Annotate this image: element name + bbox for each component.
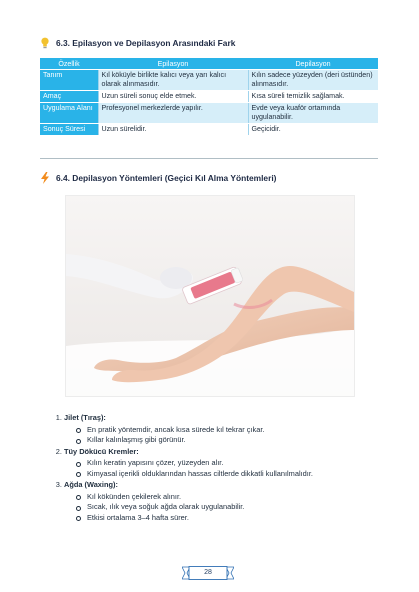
list-item: Kıllar kalınlaşmış gibi görünür. [87,435,394,446]
table-cell: Uzun süreli sonuç elde etmek. [98,91,248,103]
method-title: Ağda (Waxing): [64,480,118,489]
waxing-photo [66,196,354,396]
lightning-icon [40,172,50,184]
section-heading-difference [40,37,235,49]
table-header: Özellik [40,58,98,70]
table-header: Depilasyon [248,58,378,70]
waxing-illustration [66,196,354,396]
lightbulb-icon [40,37,50,49]
table-row [40,103,378,124]
list-item: En pratik yöntemdir, ancak kısa sürede kıl tekrar çıkar. [87,425,394,436]
list-item [64,480,394,523]
table-cell: Geçicidir. [248,124,378,136]
list-item: Etkisi ortalama 3–4 hafta sürer. [87,513,394,524]
table-row [40,124,378,136]
row-label: Uygulama Alanı [40,103,98,124]
table-cell: Uzun sürelidir. [98,124,248,136]
table-cell: Evde veya kuaför ortamında uygulanabilir. [248,103,378,124]
table-header: Epilasyon [98,58,248,70]
list-item [64,413,394,446]
table-row [40,91,378,103]
depilation-methods-list [52,413,394,524]
comparison-table [40,58,378,136]
row-label: Amaç [40,91,98,103]
list-item: Kıl kökünden çekilerek alınır. [87,492,394,503]
table-cell: Profesyonel merkezlerde yapılır. [98,103,248,124]
list-item: Sıcak, ılık veya soğuk ağda olarak uygulanabilir. [87,502,394,513]
table-cell: Kıl köküyle birlikte kalıcı veya yarı kalıcı olarak alınmasıdır. [98,70,248,91]
section-divider [40,158,378,159]
page-number-badge [182,566,234,580]
table-cell: Kılın sadece yüzeyden (deri üstünden) alınmasıdır. [248,70,378,91]
method-title: Tüy Dökücü Kremler: [64,446,139,456]
page-number: 28 [204,569,212,576]
section-title: 6.4. Depilasyon Yöntemleri (Geçici Kıl Alma Yöntemleri) [56,173,277,183]
method-title: Jilet (Tıraş): [64,413,106,422]
table-header-row [40,58,378,70]
table-cell: Kısa süreli temizlik sağlamak. [248,91,378,103]
section-title: 6.3. Epilasyon ve Depilasyon Arasındaki Fark [56,38,236,48]
row-label: Tanım [40,70,98,91]
row-label: Sonuç Süresi [40,124,98,136]
list-item: Kılın keratin yapısını çözer, yüzeyden alır. [87,458,394,469]
list-item [64,447,394,480]
list-item: Kimyasal içerikli olduklarından hassas ciltlerde dikkatli kullanılmalıdır. [87,469,394,480]
section-heading-methods [40,172,276,184]
table-row [40,70,378,91]
